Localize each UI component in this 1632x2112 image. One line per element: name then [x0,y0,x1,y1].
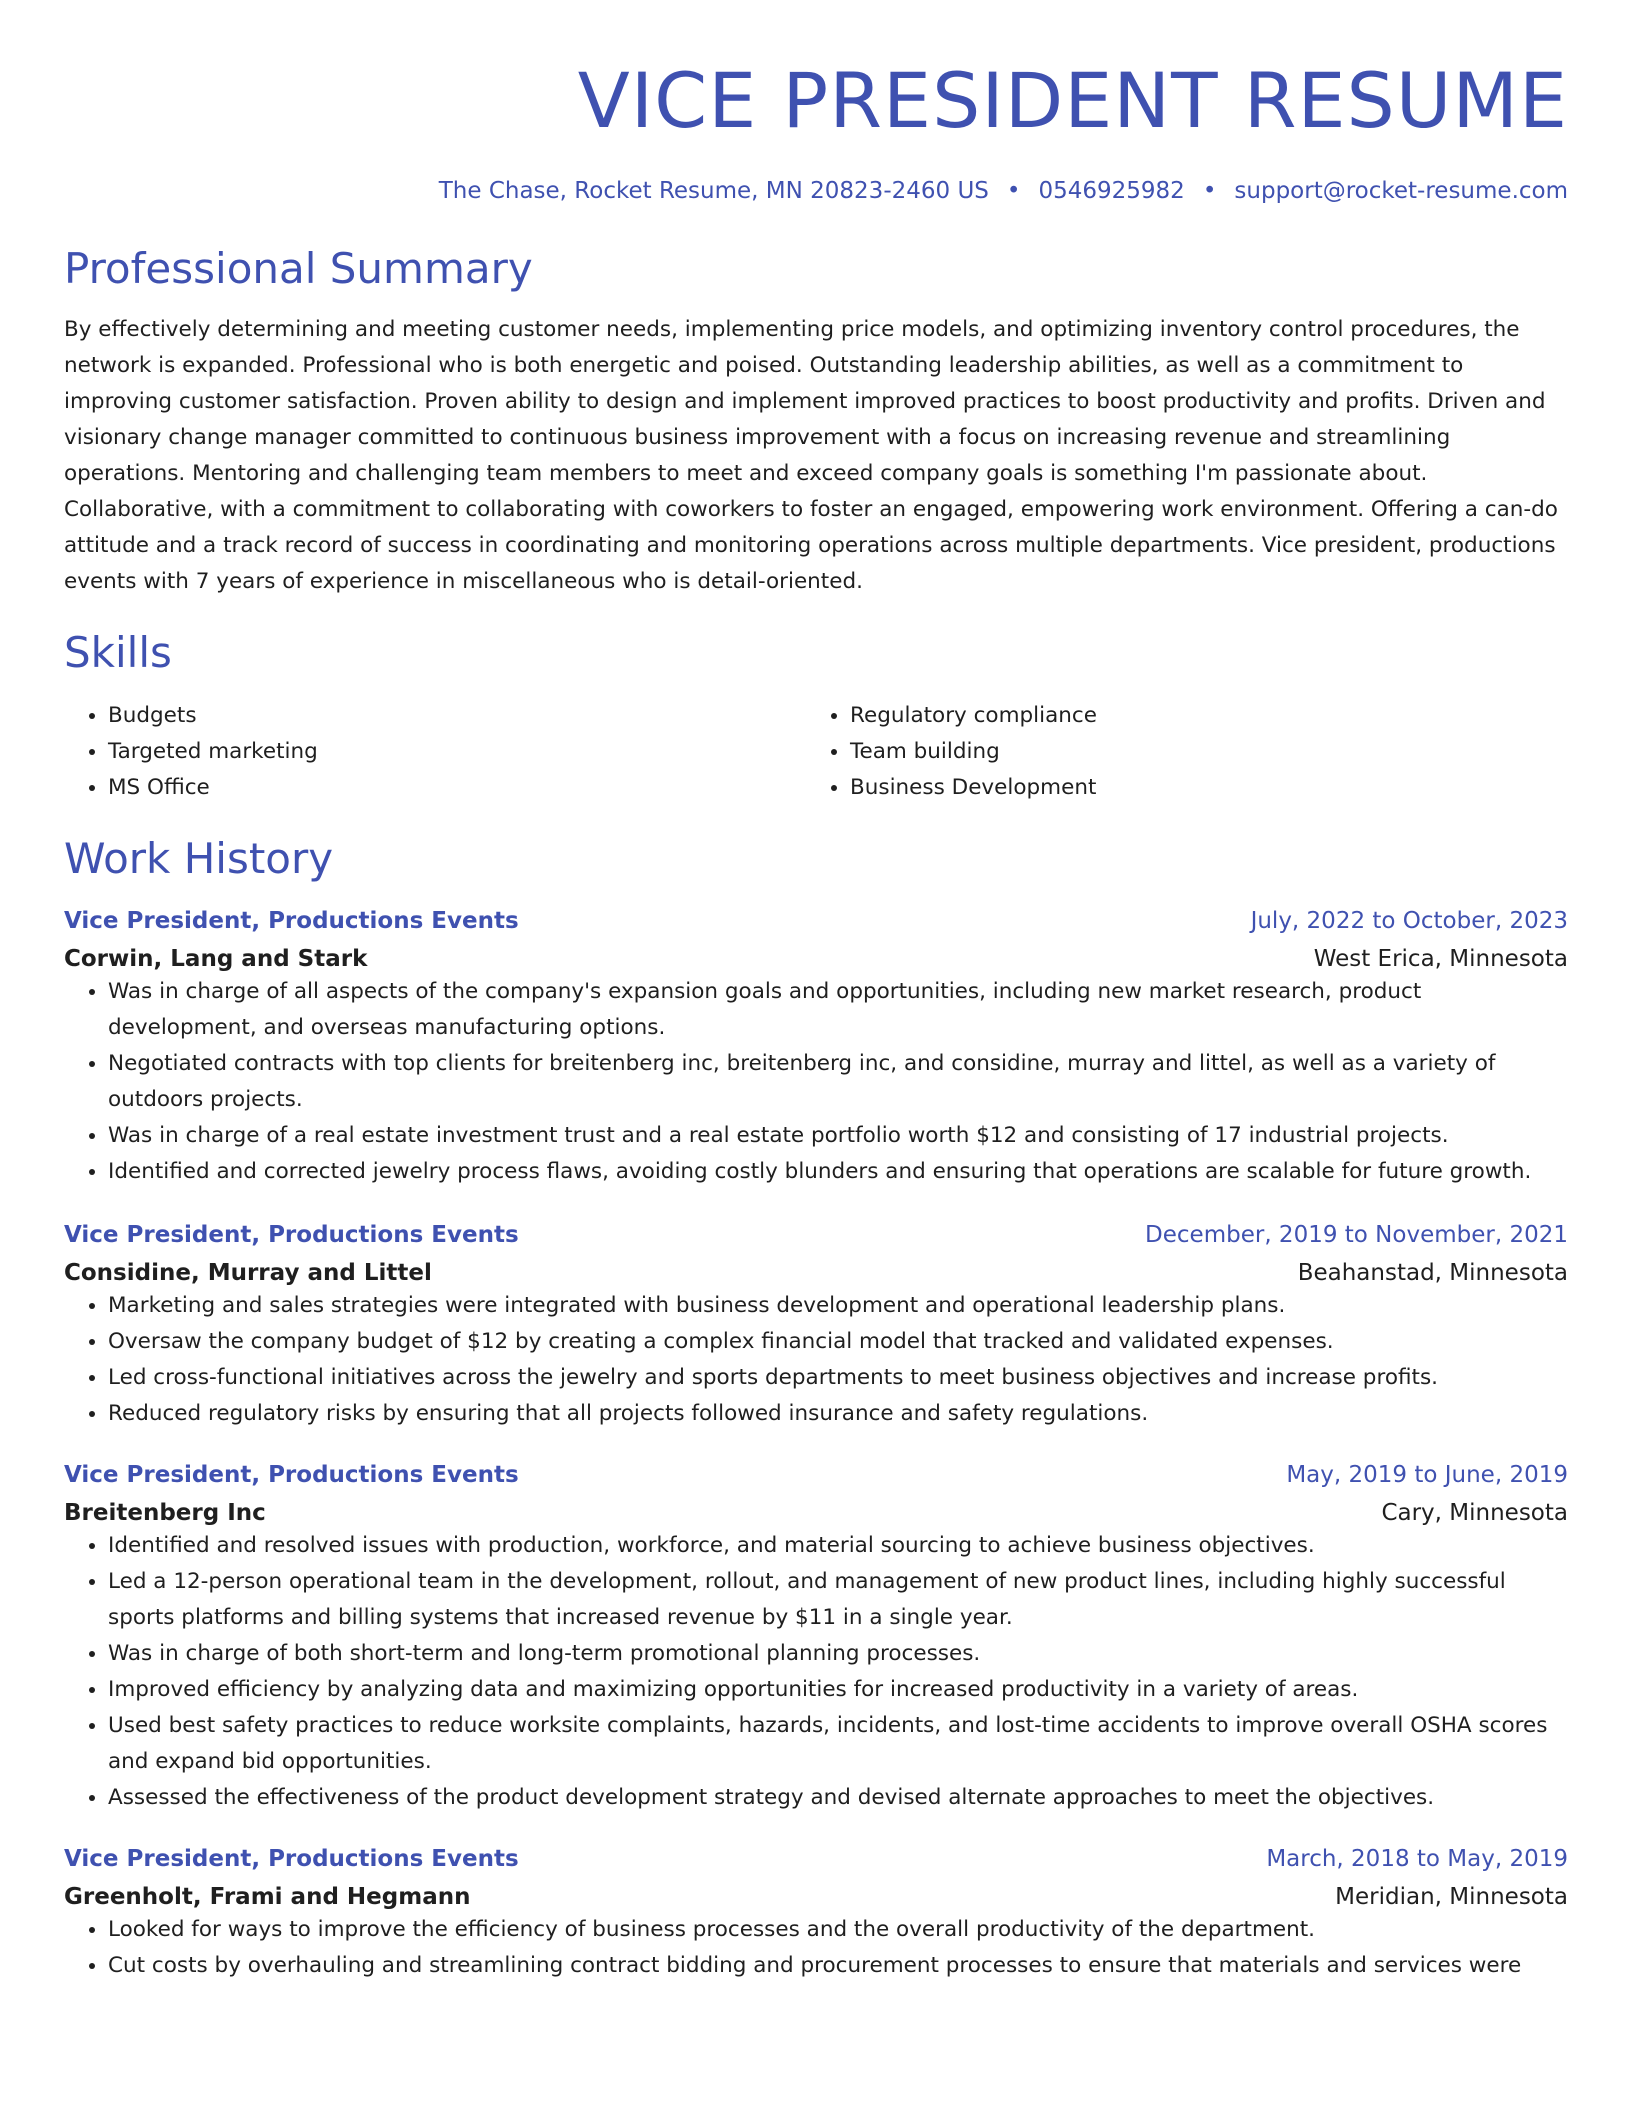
skills-column-right [806,698,1548,806]
job-bullet: • Used best safety practices to reduce worksite complaints, hazards, incidents, and lost-time accidents to improve overall OSHA scores and expand bid opportunities. [108,1708,1568,1780]
job-bullet: • Was in charge of both short-term and long-term promotional planning processes. [108,1636,1568,1672]
job-company: Greenholt, Frami and Hegmann [64,1884,471,1910]
job-company-row [64,1258,1568,1288]
job-bullet: • Reduced regulatory risks by ensuring that all projects followed insurance and safety regulations. [108,1396,1568,1432]
skills-heading: Skills [64,628,172,677]
job-entry [64,1220,1568,1432]
skills-grid [64,698,1568,806]
job-dates: March, 2018 to May, 2019 [1266,1846,1568,1872]
contact-address: The Chase, Rocket Resume, MN 20823-2460 US [438,178,989,204]
job-company-row [64,1882,1568,1912]
job-title: Vice President, Productions Events [64,1222,519,1248]
job-dates: July, 2022 to October, 2023 [1250,908,1568,934]
contact-line [64,176,1568,206]
job-dates: May, 2019 to June, 2019 [1286,1462,1568,1488]
job-title: Vice President, Productions Events [64,908,519,934]
job-dates: December, 2019 to November, 2021 [1145,1222,1568,1248]
job-bullet: • Improved efficiency by analyzing data and maximizing opportunities for increased productivity in a variety of areas. [108,1672,1568,1708]
work-history-list [64,906,1568,1984]
skills-list-right [806,698,1548,806]
job-title-row [64,906,1568,936]
job-location: Meridian, Minnesota [1335,1884,1568,1910]
job-company: Corwin, Lang and Stark [64,946,368,972]
job-title-row [64,1460,1568,1490]
summary-text: By effectively determining and meeting customer needs, implementing price models, and optimizing inventory control procedures, the network is expanded. Professional who is both energetic and poised. Outstanding leadership abilities, as well as a commitment to improving customer satisfaction. Proven ability to design and implement improved practices to boost productivity and profits. Driven and visionary change manager committed to continuous business improvement with a focus on increasing revenue and streamlining operations. Mentoring and challenging team members to meet and exceed company goals is something I'm passionate about. Collaborative, with a commitment to collaborating with coworkers to foster an engaged, empowering work environment. Offering a can-do attitude and a track record of success in coordinating and monitoring operations across multiple departments. Vice president, productions events with 7 years of experience in miscellaneous who is detail-oriented. [64,317,1558,594]
skill-item: • Budgets [108,698,806,734]
job-bullet: • Identified and resolved issues with production, workforce, and material sourcing to achieve business objectives. [108,1528,1568,1564]
job-title-row [64,1844,1568,1874]
skill-item: • Team building [850,734,1548,770]
job-entry [64,1844,1568,1984]
job-bullet: • Oversaw the company budget of $12 by creating a complex financial model that tracked and validated expenses. [108,1324,1568,1360]
job-bullet: • Assessed the effectiveness of the product development strategy and devised alternate approaches to meet the objectives. [108,1780,1568,1816]
job-bullet: • Looked for ways to improve the efficiency of business processes and the overall productivity of the department. [108,1912,1568,1948]
contact-separator: • [1006,178,1021,204]
job-bullet: • Led a 12-person operational team in the development, rollout, and management of new product lines, including highly successful sports platforms and billing systems that increased revenue by $11 in a single year. [108,1564,1568,1636]
resume-title: VICE PRESIDENT RESUME [577,56,1568,145]
job-entry [64,906,1568,1190]
skill-item: • Regulatory compliance [850,698,1548,734]
job-bullet: • Marketing and sales strategies were integrated with business development and operational leadership plans. [108,1288,1568,1324]
contact-separator: • [1202,178,1217,204]
job-bullet-list [64,974,1568,1190]
skill-item: • Business Development [850,770,1548,806]
job-bullet-list [64,1288,1568,1432]
work-history-heading: Work History [64,834,334,883]
contact-phone: 0546925982 [1038,178,1185,204]
skills-column-left [64,698,806,806]
contact-email[interactable]: support@rocket-resume.com [1234,178,1568,204]
job-location: Beahanstad, Minnesota [1297,1260,1568,1286]
skill-item: • Targeted marketing [108,734,806,770]
job-location: Cary, Minnesota [1381,1500,1568,1526]
job-bullet: • Negotiated contracts with top clients for breitenberg inc, breitenberg inc, and considine, murray and littel, as well as a variety of outdoors projects. [108,1046,1568,1118]
job-title-row [64,1220,1568,1250]
job-company-row [64,944,1568,974]
skills-list-left [64,698,806,806]
job-bullet: • Was in charge of all aspects of the company's expansion goals and opportunities, including new market research, product development, and overseas manufacturing options. [108,974,1568,1046]
job-company: Considine, Murray and Littel [64,1260,432,1286]
job-title: Vice President, Productions Events [64,1462,519,1488]
skill-item: • MS Office [108,770,806,806]
job-bullet-list [64,1912,1568,1984]
job-bullet: • Led cross-functional initiatives across the jewelry and sports departments to meet business objectives and increase profits. [108,1360,1568,1396]
resume-header [64,0,1568,206]
job-company-row [64,1498,1568,1528]
job-entry [64,1460,1568,1816]
job-bullet: • Was in charge of a real estate investment trust and a real estate portfolio worth $12 and consisting of 17 industrial projects. [108,1118,1568,1154]
summary-heading: Professional Summary [64,244,533,293]
job-title: Vice President, Productions Events [64,1846,519,1872]
job-bullet: • Cut costs by overhauling and streamlining contract bidding and procurement processes to ensure that materials and services were [108,1948,1568,1984]
job-company: Breitenberg Inc [64,1500,266,1526]
job-bullet: • Identified and corrected jewelry process flaws, avoiding costly blunders and ensuring that operations are scalable for future growth. [108,1154,1568,1190]
job-location: West Erica, Minnesota [1313,946,1568,972]
job-bullet-list [64,1528,1568,1816]
